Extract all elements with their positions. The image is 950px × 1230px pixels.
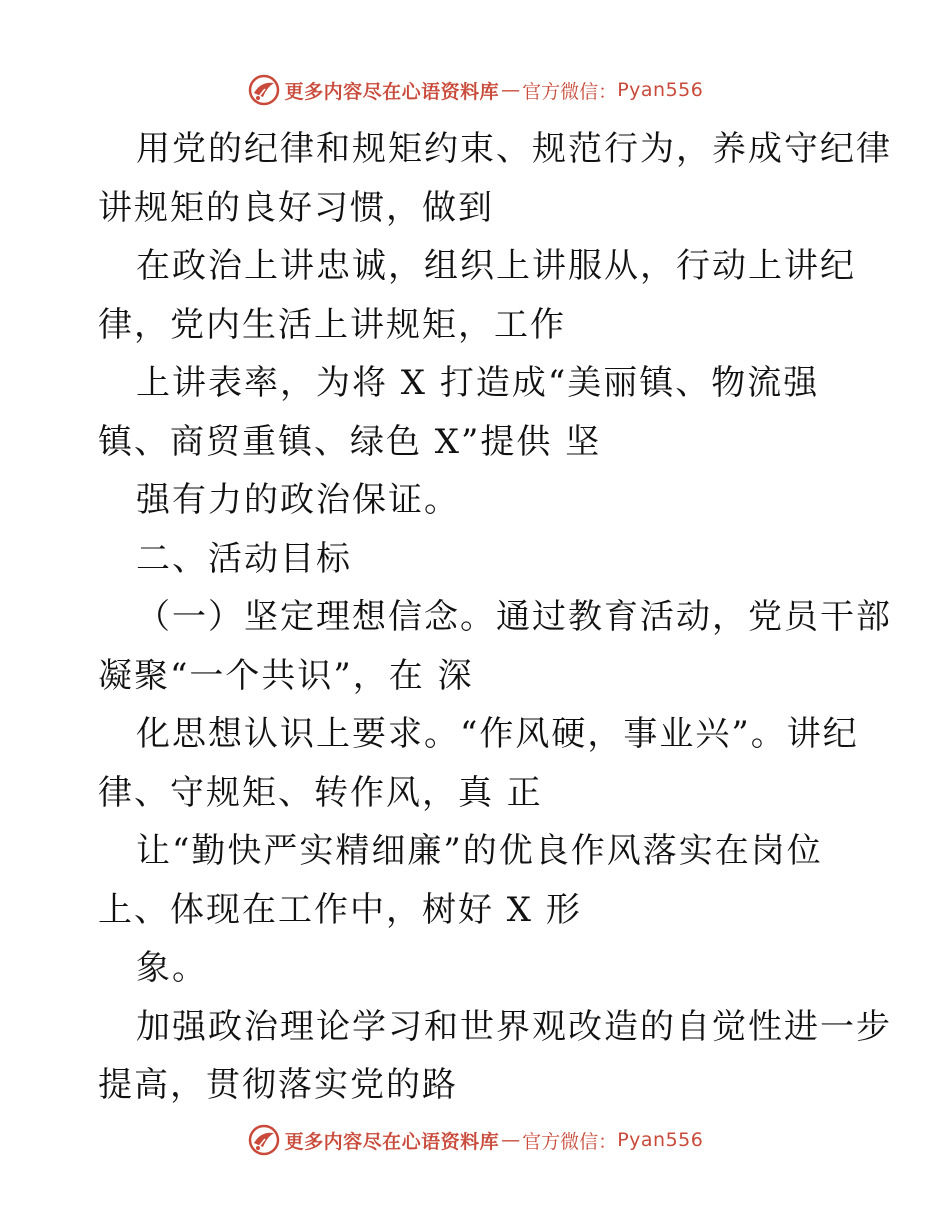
text-line-15: 象。	[136, 948, 208, 988]
text-line-10: 凝聚“一个共识”，在 深	[98, 655, 474, 696]
pen-logo-icon	[247, 73, 281, 107]
banner-main-text: 更多内容尽在心语资料库	[284, 1130, 500, 1153]
text-line-14: 上、体现在工作中，树好 X 形	[98, 889, 582, 930]
text-line-3: 在政治上讲忠诚，组织上讲服从，行动上讲纪	[136, 246, 856, 286]
banner-wechat-id: Pyan556	[617, 1129, 704, 1151]
document-body	[98, 120, 892, 1115]
text-line-9: （一）坚定理想信念。通过教育活动，党员干部	[136, 597, 892, 637]
banner-main-text: 更多内容尽在心语资料库	[284, 80, 500, 103]
banner-separator: —	[501, 1129, 521, 1151]
header-watermark	[0, 70, 950, 110]
pen-logo-icon	[247, 1123, 281, 1157]
section-heading: 二、活动目标	[136, 538, 352, 579]
text-line-2: 讲规矩的良好习惯，做到	[98, 187, 494, 228]
banner-wechat-id: Pyan556	[617, 79, 704, 101]
banner-separator: —	[501, 79, 521, 101]
text-line-5: 上讲表率，为将 X 打造成“美丽镇、物流强	[136, 363, 820, 403]
text-line-12: 律、守规矩、转作风，真 正	[98, 772, 543, 813]
text-line-1: 用党的纪律和规矩约束、规范行为，养成守纪律	[136, 129, 892, 169]
banner-wechat-label: 官方微信：	[522, 80, 618, 103]
text-line-6: 镇、商贸重镇、绿色 X”提供 坚	[98, 421, 602, 462]
text-line-4: 律，党内生活上讲规矩，工作	[98, 304, 566, 345]
banner-wechat-label: 官方微信：	[522, 1130, 618, 1153]
text-line-13: 让“勤快严实精细廉”的优良作风落实在岗位	[136, 831, 823, 871]
text-line-11: 化思想认识上要求。“作风硬，事业兴”。讲纪	[136, 714, 859, 754]
text-line-16: 加强政治理论学习和世界观改造的自觉性进一步	[136, 1006, 892, 1047]
text-line-17: 提高，贯彻落实党的路	[98, 1065, 458, 1105]
footer-watermark	[0, 1120, 950, 1160]
text-line-7: 强有力的政治保证。	[136, 480, 460, 520]
